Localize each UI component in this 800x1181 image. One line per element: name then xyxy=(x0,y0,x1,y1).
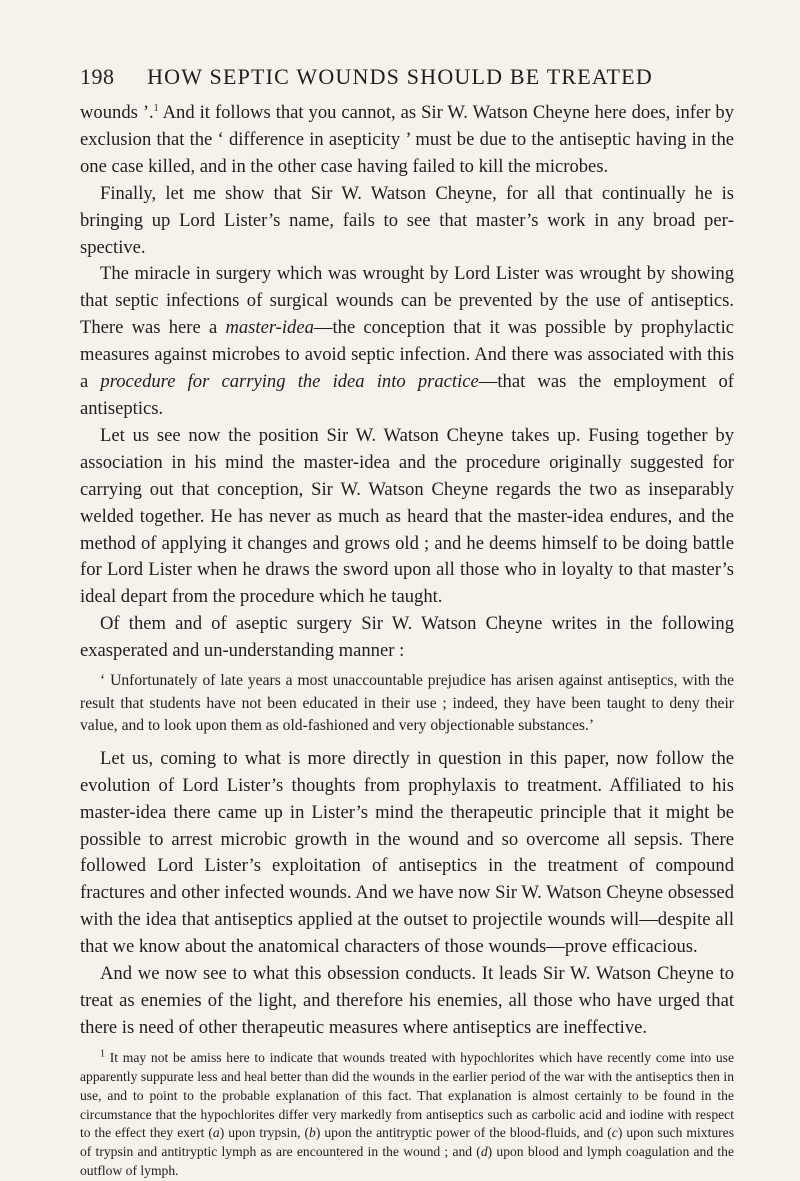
page-header xyxy=(80,64,720,94)
paragraph-2: Finally, let me show that Sir W. Watson Cheyne, for all that continually he is bringing up Lord Lister’s name, fails to see that master’s work in any broad perspective. xyxy=(80,182,734,258)
running-title: HOW SEPTIC WOUNDS SHOULD BE TREATED xyxy=(147,64,653,89)
block-quote: ‘ Unfortunately of late years a most unaccountable prejudice has arisen against antiseptics, with the result that students have not been educated in their use ; indeed, they have been taught to deny their value, and to look upon them as old-fashioned and very objectionable substances.’ xyxy=(80,672,734,735)
emphasis-procedure: procedure for carrying the idea into practice xyxy=(100,371,479,393)
paragraph-7: And we now see to what this obsession conducts. It leads Sir W. Watson Cheyne to treat as enemies of the light, and therefore his enemies, all those who have urged that there is need of other therapeutic measures where antiseptics are ineffective. xyxy=(80,963,734,1038)
footnote-letter-c: c xyxy=(611,1125,618,1141)
page-body xyxy=(80,100,734,1181)
footnote-text-4: ) upon such mixtures of trypsin and antitryptic lymph as are encountered in the wound ; and ( xyxy=(80,1125,734,1160)
footnote-text-1: It may not be amiss here to indicate that wounds treated with hypochlorites which have recently come into use apparently suppurate less and heal better than did the wounds in the earlier period of the war with the antiseptics then in use, and to point to the probable explanation of this fact. That explanation is almost certainly to be found in the circumstance that the hypochlorites differ very markedly from antiseptics such as carbolic acid and iodine with respect to the effect they exert ( xyxy=(80,1049,734,1141)
footnote-text-2: ) upon trypsin, ( xyxy=(219,1125,310,1141)
paragraph-3-text-a: The miracle in surgery which was wrought by Lord Lister was wrought by showing that septic infections of surgical wounds can be prevented by the use of antiseptics. There was here a xyxy=(80,263,734,339)
paragraph-6: Let us, coming to what is more directly in question in this paper, now follow the evolution of Lord Lister’s thoughts from prophylaxis to treatment. Affiliated to his master-idea there came up in Lister’s mind the therapeutic principle that it might be possible to arrest microbic growth in the wound and so overcome all sepsis. There followed Lord Lister’s exploitation of antiseptics in the treatment of compound fractures and other infected wounds. And we have now Sir W. Watson Cheyne obsessed with the idea that antiseptics applied at the outset to projectile wounds will—despite all that we know about the anatomical characters of those wounds—prove efficacious. xyxy=(80,747,734,958)
paragraph-5: Of them and of aseptic surgery Sir W. Watson Cheyne writes in the following exasperated and un-understanding manner : xyxy=(80,613,734,662)
footnote xyxy=(80,1049,734,1181)
paragraph-3-text-c: —that was the employment of antiseptics. xyxy=(80,371,734,419)
footnote-text-3: ) upon the antitryptic power of the blood-fluids, and ( xyxy=(315,1125,612,1141)
paragraph-3-text-b: —the conception that it was possible by prophylactic measures against microbes to avoid septic infection. And there was associated with this a xyxy=(80,317,734,393)
paragraph-3 xyxy=(80,261,734,422)
footnote-letter-a: a xyxy=(212,1125,220,1141)
paragraph-1 xyxy=(80,100,734,181)
emphasis-master-idea: master-idea xyxy=(225,317,314,339)
footnote-ref: 1 xyxy=(153,102,159,114)
paragraph-1-text-a: wounds ’. xyxy=(80,102,154,123)
paragraph-1-text-b: And it follows that you cannot, as Sir W. Watson Cheyne here does, infer by exclusion that the ‘ difference in asepticity ’ must be due to the antiseptic having in the one case killed, and in the other case having failed to kill the microbes. xyxy=(80,102,734,177)
footnote-marker: 1 xyxy=(100,1048,105,1060)
footnote-letter-b: b xyxy=(309,1125,316,1141)
footnote-letter-d: d xyxy=(480,1144,488,1160)
page-number: 198 xyxy=(80,64,115,89)
paragraph-4: Let us see now the position Sir W. Watson Cheyne takes up. Fusing together by association in his mind the master-idea and the procedure originally suggested for carrying out that conception, Sir W. Watson Cheyne regards the two as inseparably welded together. He has never as much as heard that the master-idea endures, and the method of applying it changes and grows old ; and he deems himself to be doing battle for Lord Lister when he draws the sword upon all those who in loyalty to that master’s ideal depart from the procedure which he taught. xyxy=(80,424,734,608)
footnote-text-5: ) upon blood and lymph coagulation and the outflow of lymph. xyxy=(80,1144,734,1179)
